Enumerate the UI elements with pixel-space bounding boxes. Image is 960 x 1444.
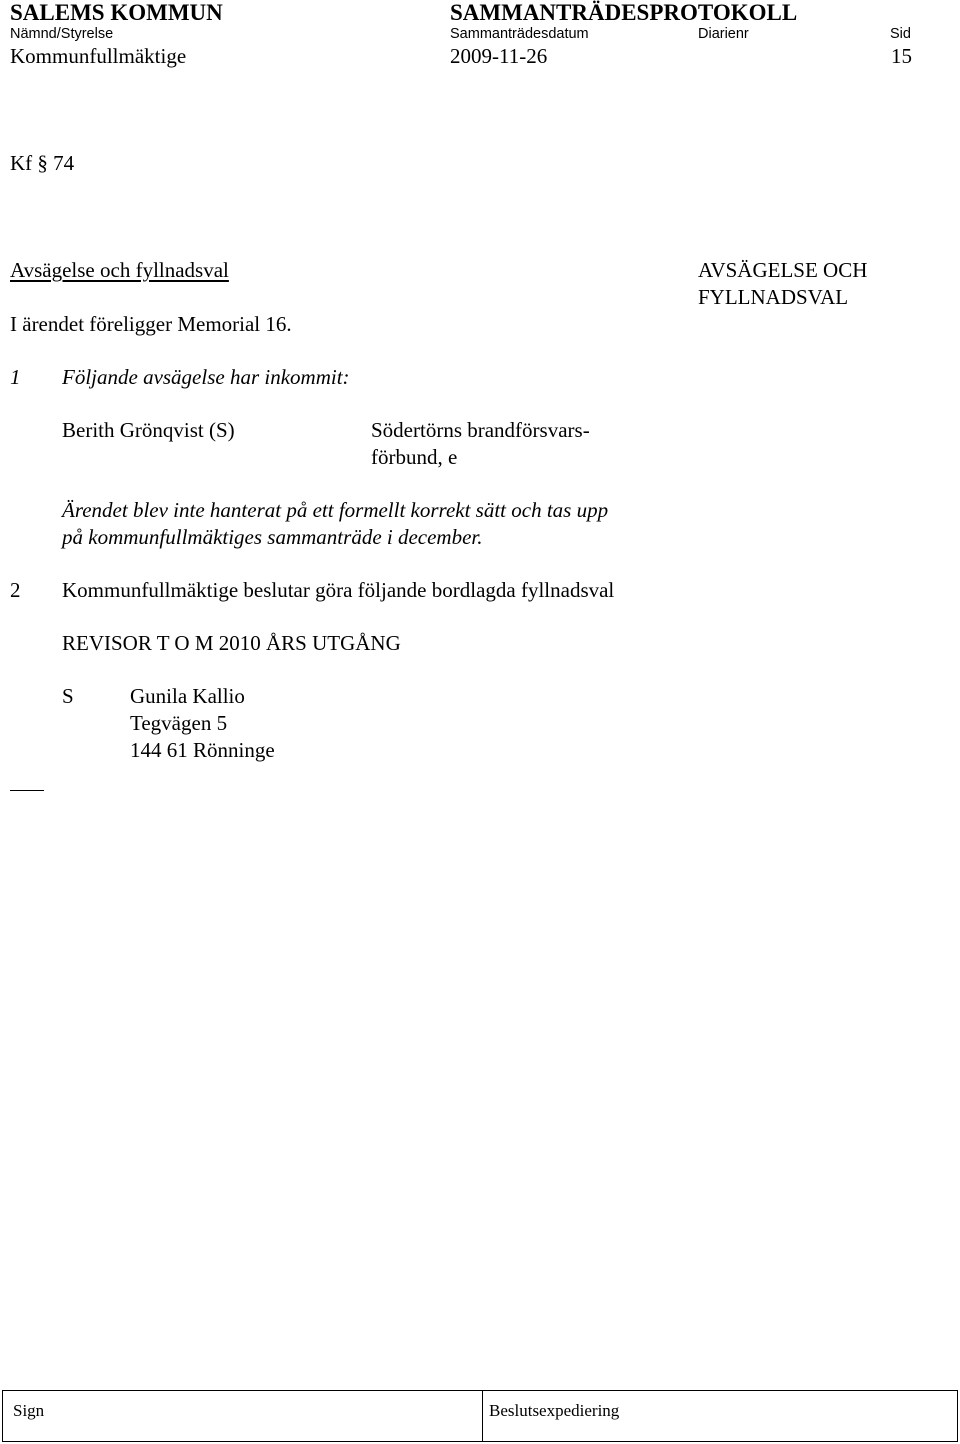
date-value: 2009-11-26 <box>450 44 548 68</box>
paragraph-reference: Kf § 74 <box>10 151 75 175</box>
dispatch-label: Beslutsexpediering <box>489 1401 620 1420</box>
intro-text: I ärendet föreligger Memorial 16. <box>10 312 292 336</box>
appointee-street: Tegvägen 5 <box>130 711 228 735</box>
party-code: S <box>62 684 74 708</box>
appointee-postal: 144 61 Rönninge <box>130 738 275 762</box>
document-type: SAMMANTRÄDESPROTOKOLL <box>450 0 798 25</box>
date-label: Sammanträdesdatum <box>450 26 589 42</box>
body-label: Nämnd/Styrelse <box>10 26 114 42</box>
margin-heading-line-1: AVSÄGELSE OCH <box>698 258 868 282</box>
footer-divider <box>482 1391 483 1441</box>
assignment-line-1: Södertörns brandförsvars- <box>371 418 590 442</box>
margin-heading-line-2: FYLLNADSVAL <box>698 285 849 309</box>
resigning-person: Berith Grönqvist (S) <box>62 418 235 442</box>
record-no-label: Diarienr <box>698 26 749 42</box>
item-1-number: 1 <box>10 365 21 389</box>
organization-name: SALEMS KOMMUN <box>10 0 223 25</box>
page-number: 15 <box>891 44 912 68</box>
subject-title: Avsägelse och fyllnadsval <box>10 258 229 282</box>
item-1-note-line-2: på kommunfullmäktiges sammanträde i december. <box>62 525 483 549</box>
item-1-heading: Följande avsägelse har inkommit: <box>62 365 350 389</box>
end-rule <box>10 790 44 791</box>
body-value: Kommunfullmäktige <box>10 44 187 68</box>
item-1-note-line-1: Ärendet blev inte hanterat på ett formellt korrekt sätt och tas upp <box>62 498 609 522</box>
item-2-number: 2 <box>10 578 21 602</box>
appointee-name: Gunila Kallio <box>130 684 245 708</box>
elected-position: REVISOR T O M 2010 ÅRS UTGÅNG <box>62 631 401 655</box>
page-label: Sid <box>890 26 911 42</box>
item-2-heading: Kommunfullmäktige beslutar göra följande bordlagda fyllnadsval <box>62 578 615 602</box>
sign-label: Sign <box>13 1401 45 1420</box>
signature-footer <box>2 1390 958 1442</box>
assignment-line-2: förbund, e <box>371 445 458 469</box>
